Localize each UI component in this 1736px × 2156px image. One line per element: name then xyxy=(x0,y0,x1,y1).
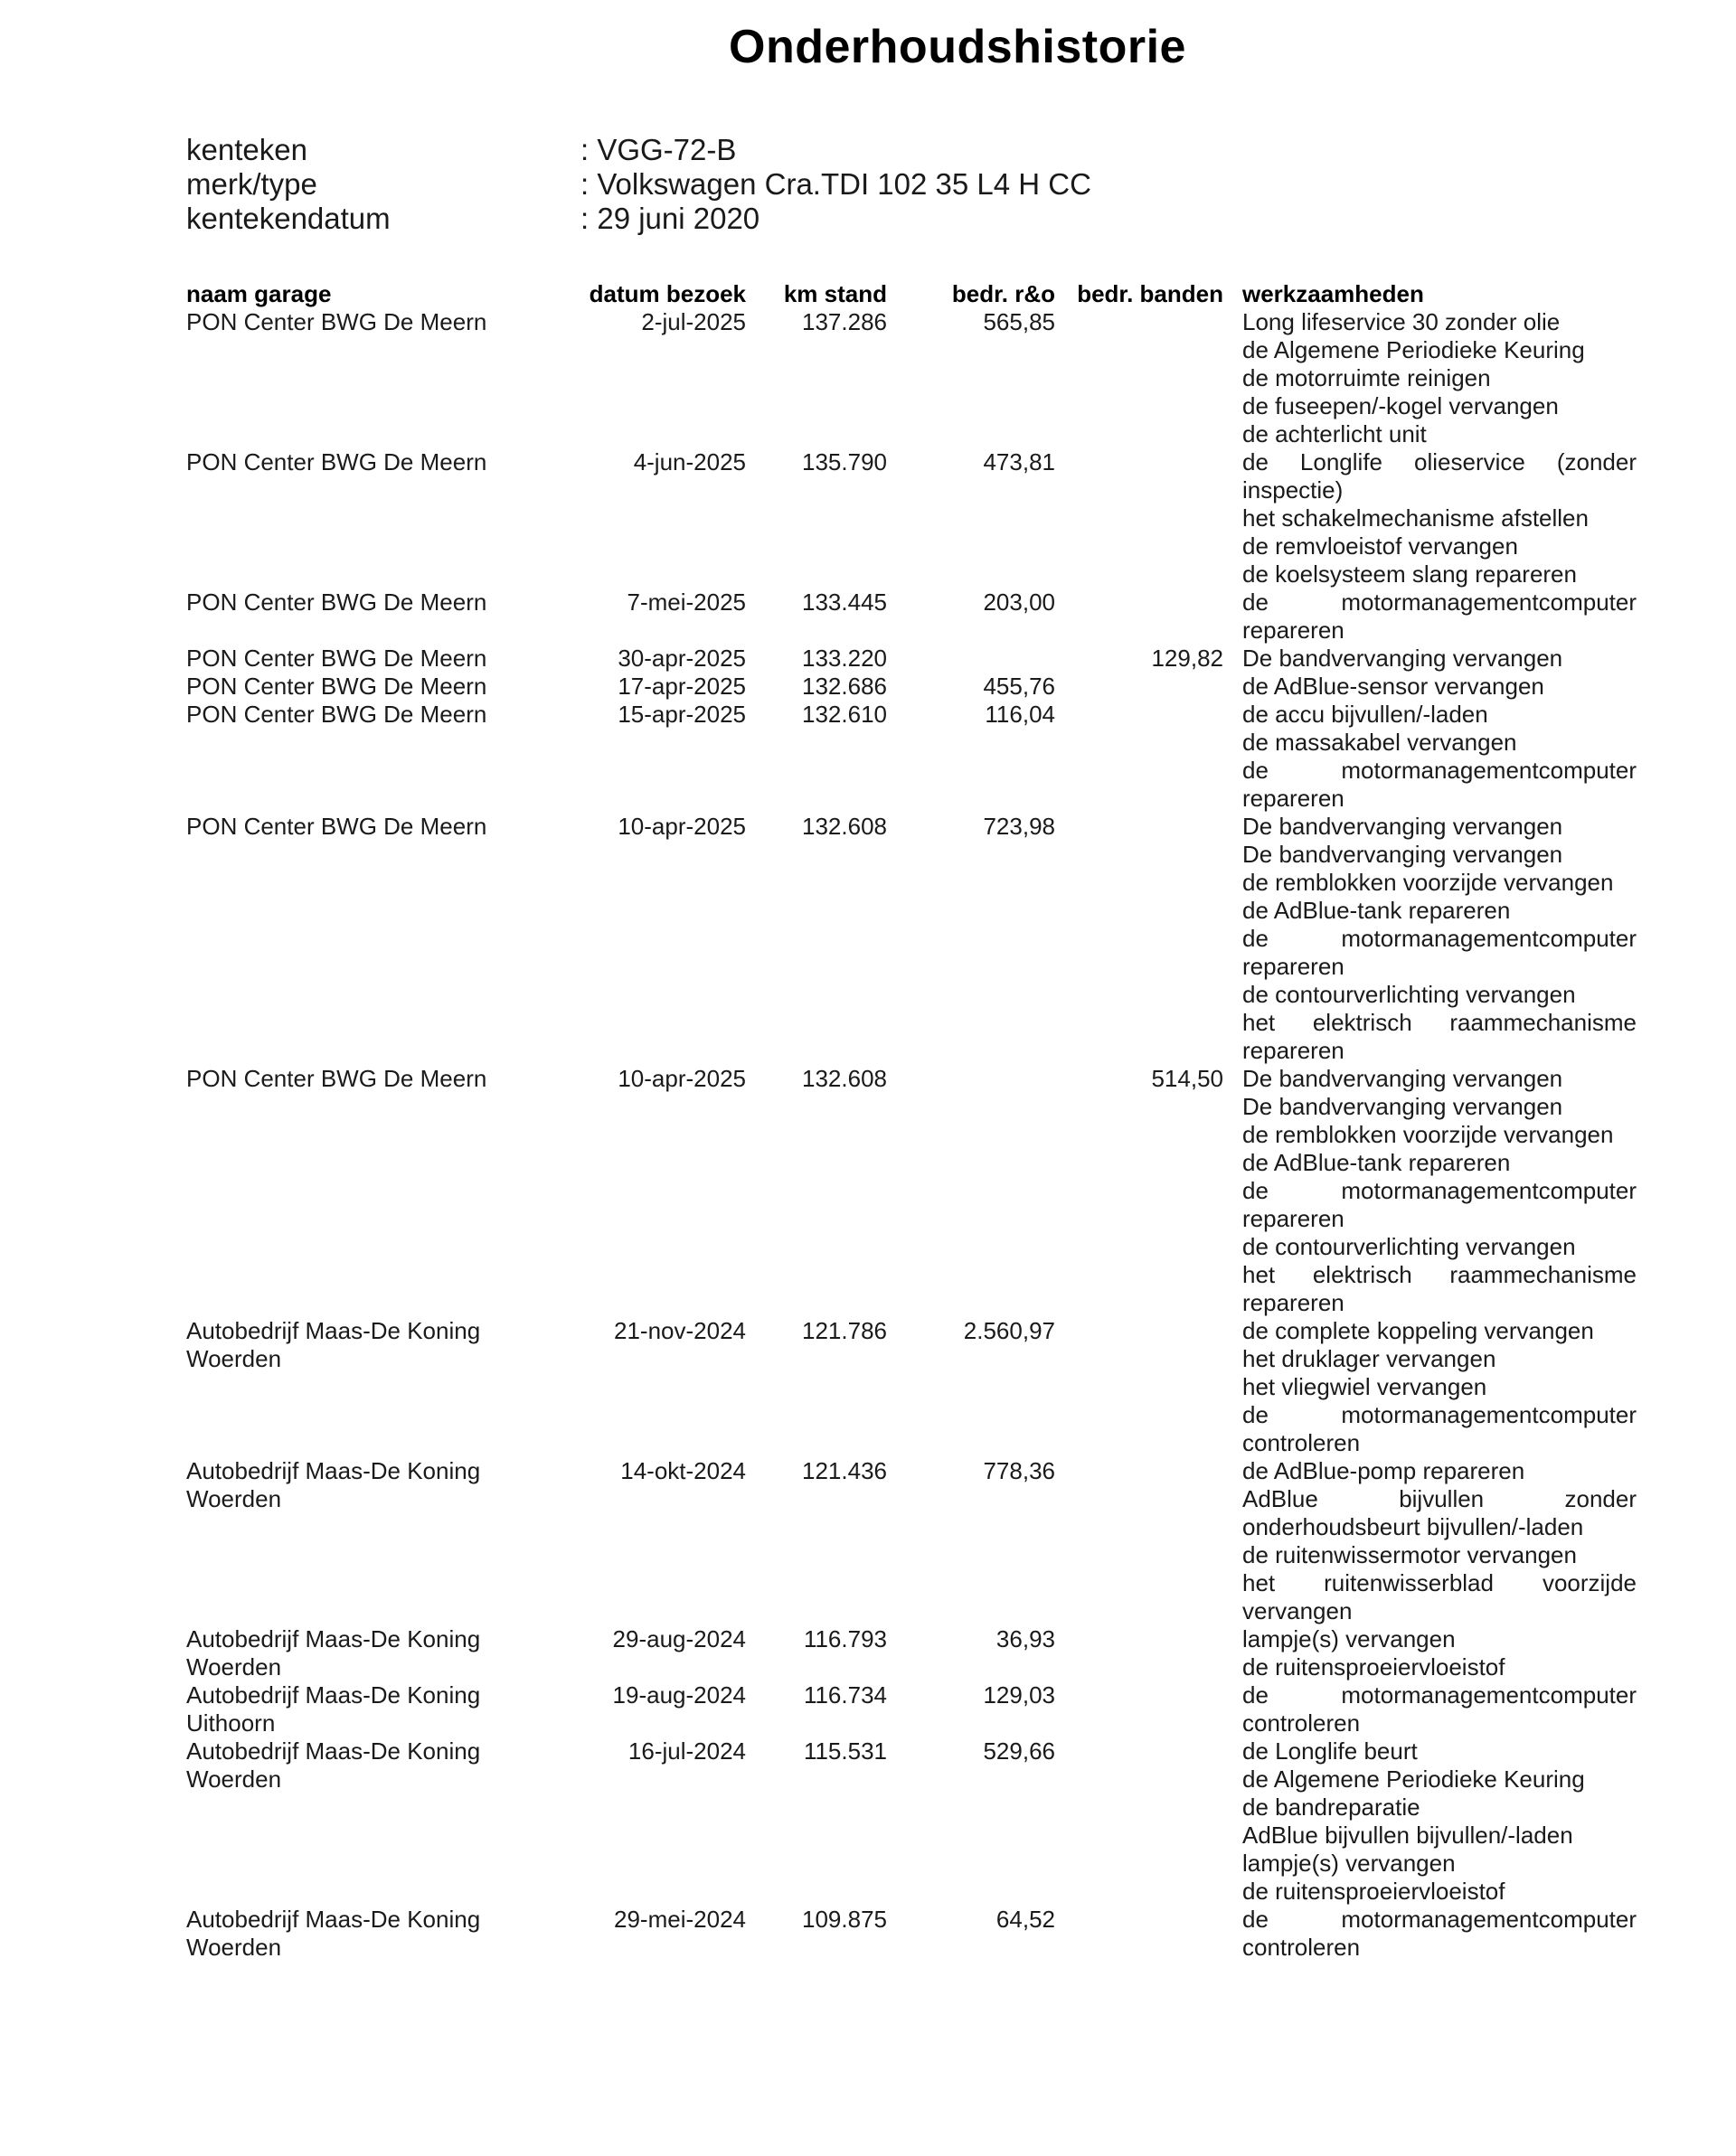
cell-ro: 129,03 xyxy=(983,1681,1055,1709)
table-header xyxy=(186,280,1642,308)
cell-km: 132.608 xyxy=(802,1065,887,1092)
work-item: de ruitensproeiervloeistof xyxy=(1242,1878,1505,1905)
cell-date: 7-mei-2025 xyxy=(627,588,746,616)
cell-km: 116.793 xyxy=(803,1625,887,1652)
cell-date: 17-apr-2025 xyxy=(618,673,746,700)
cell-km: 121.786 xyxy=(802,1317,887,1344)
cell-work xyxy=(1242,1906,1637,1962)
cell-garage: PON Center BWG De Meern xyxy=(186,308,487,335)
cell-ro: 203,00 xyxy=(983,588,1055,616)
work-item: de motorruimte reinigen xyxy=(1242,364,1491,391)
work-item: de motormanagementcomputer controleren xyxy=(1242,1401,1637,1456)
table-row xyxy=(186,308,1642,448)
cell-date: 4-jun-2025 xyxy=(633,448,746,475)
work-item: de remvloeistof vervangen xyxy=(1242,532,1518,560)
work-item: het elektrisch raammechanisme repareren xyxy=(1242,1009,1637,1064)
cell-ro: 116,04 xyxy=(985,701,1055,728)
work-item: lampje(s) vervangen xyxy=(1242,1850,1456,1877)
cell-date: 30-apr-2025 xyxy=(618,645,746,672)
cell-date: 10-apr-2025 xyxy=(618,1065,746,1092)
work-item: de motormanagementcomputer repareren xyxy=(1242,1177,1637,1232)
cell-work xyxy=(1242,1317,1637,1457)
work-item: de remblokken voorzijde vervangen xyxy=(1242,869,1614,896)
cell-work xyxy=(1242,645,1637,673)
work-item: De bandvervanging vervangen xyxy=(1242,1065,1563,1092)
cell-km: 115.531 xyxy=(803,1737,887,1765)
cell-date: 16-jul-2024 xyxy=(627,1737,746,1765)
work-item: de motormanagementcomputer controleren xyxy=(1242,1681,1637,1737)
work-item: de Algemene Periodieke Keuring xyxy=(1242,1765,1585,1793)
work-item: de fuseepen/-kogel vervangen xyxy=(1242,392,1559,419)
vehicle-info xyxy=(186,133,1091,236)
cell-date: 15-apr-2025 xyxy=(618,701,746,728)
table-row xyxy=(186,701,1642,813)
cell-km: 116.734 xyxy=(803,1681,887,1709)
work-item: de motormanagementcomputer controleren xyxy=(1242,1906,1637,1961)
work-item: het elektrisch raammechanisme repareren xyxy=(1242,1261,1637,1316)
work-item: de motormanagementcomputer repareren xyxy=(1242,757,1637,812)
cell-ro: 2.560,97 xyxy=(963,1317,1055,1344)
table-row xyxy=(186,1906,1642,1962)
header-date: datum bezoek xyxy=(589,280,746,307)
cell-work xyxy=(1242,673,1637,701)
cell-garage: Autobedrijf Maas-De Koning Woerden xyxy=(186,1625,481,1681)
work-item: de massakabel vervangen xyxy=(1242,729,1517,756)
work-item: de accu bijvullen/-laden xyxy=(1242,701,1488,728)
cell-km: 133.220 xyxy=(802,645,887,672)
work-item: de motormanagementcomputer repareren xyxy=(1242,925,1637,980)
cell-garage: PON Center BWG De Meern xyxy=(186,645,487,672)
work-item: De bandvervanging vervangen xyxy=(1242,841,1563,868)
work-item: de AdBlue-sensor vervangen xyxy=(1242,673,1544,700)
cell-work xyxy=(1242,1737,1637,1906)
cell-date: 14-okt-2024 xyxy=(620,1457,746,1484)
cell-garage: PON Center BWG De Meern xyxy=(186,588,487,616)
work-item: de AdBlue-tank repareren xyxy=(1242,1149,1511,1176)
cell-ro: 723,98 xyxy=(983,813,1055,840)
cell-ro: 36,93 xyxy=(995,1625,1055,1652)
cell-work xyxy=(1242,701,1637,813)
cell-date: 29-aug-2024 xyxy=(612,1625,746,1652)
cell-ro: 64,52 xyxy=(995,1906,1055,1933)
cell-km: 135.790 xyxy=(802,448,887,475)
work-item: de Algemene Periodieke Keuring xyxy=(1242,336,1585,363)
work-item: de achterlicht unit xyxy=(1242,420,1427,447)
work-item: de AdBlue-pomp repareren xyxy=(1242,1457,1525,1484)
work-item: de Longlife olieservice (zonder inspectie) xyxy=(1242,448,1637,504)
vehicle-info-row xyxy=(186,202,1091,236)
cell-garage: Autobedrijf Maas-De Koning Uithoorn xyxy=(186,1681,481,1737)
cell-garage: PON Center BWG De Meern xyxy=(186,673,487,700)
cell-km: 109.875 xyxy=(802,1906,887,1933)
maintenance-table xyxy=(186,280,1642,1962)
cell-km: 132.610 xyxy=(802,701,887,728)
cell-ro: 529,66 xyxy=(983,1737,1055,1765)
cell-km: 133.445 xyxy=(802,588,887,616)
header-ro: bedr. r&o xyxy=(951,280,1055,307)
table-row xyxy=(186,1625,1642,1681)
cell-ro: 565,85 xyxy=(983,308,1055,335)
cell-ro: 778,36 xyxy=(983,1457,1055,1484)
cell-garage: Autobedrijf Maas-De Koning Woerden xyxy=(186,1737,481,1793)
work-item: AdBlue bijvullen zonder onderhoudsbeurt bijvullen/-laden xyxy=(1242,1485,1637,1540)
header-garage: naam garage xyxy=(186,280,332,307)
work-item: de remblokken voorzijde vervangen xyxy=(1242,1121,1614,1148)
header-banden: bedr. banden xyxy=(1077,280,1223,307)
work-item: het schakelmechanisme afstellen xyxy=(1242,504,1589,532)
cell-ro: 455,76 xyxy=(983,673,1055,700)
table-body xyxy=(186,308,1642,1962)
table-row xyxy=(186,448,1642,588)
work-item: de contourverlichting vervangen xyxy=(1242,981,1576,1008)
work-item: De bandvervanging vervangen xyxy=(1242,813,1563,840)
cell-ro: 473,81 xyxy=(983,448,1055,475)
header-km: km stand xyxy=(783,280,887,307)
cell-garage: Autobedrijf Maas-De Koning Woerden xyxy=(186,1457,481,1512)
vehicle-info-label: kenteken xyxy=(186,133,307,166)
cell-km: 121.436 xyxy=(802,1457,887,1484)
work-item: de motormanagementcomputer repareren xyxy=(1242,588,1637,644)
cell-km: 132.686 xyxy=(802,673,887,700)
cell-work xyxy=(1242,1065,1637,1317)
work-item: de ruitenwissermotor vervangen xyxy=(1242,1541,1577,1568)
cell-garage: PON Center BWG De Meern xyxy=(186,448,487,475)
work-item: de koelsysteem slang repareren xyxy=(1242,560,1577,588)
work-item: de ruitensproeiervloeistof xyxy=(1242,1653,1505,1681)
table-row xyxy=(186,1737,1642,1906)
table-row xyxy=(186,1065,1642,1317)
work-item: het ruitenwisserblad voorzijde vervangen xyxy=(1242,1569,1637,1624)
vehicle-info-row xyxy=(186,167,1091,202)
work-item: het druklager vervangen xyxy=(1242,1345,1496,1372)
cell-work xyxy=(1242,813,1637,1065)
cell-km: 132.608 xyxy=(802,813,887,840)
cell-date: 21-nov-2024 xyxy=(614,1317,746,1344)
cell-garage: PON Center BWG De Meern xyxy=(186,813,487,840)
cell-work xyxy=(1242,448,1637,588)
work-item: lampje(s) vervangen xyxy=(1242,1625,1456,1652)
cell-work xyxy=(1242,1681,1637,1737)
work-item: de bandreparatie xyxy=(1242,1794,1420,1821)
page-title: Onderhoudshistorie xyxy=(729,21,1186,73)
cell-km: 137.286 xyxy=(802,308,887,335)
vehicle-info-value: : VGG-72-B xyxy=(580,133,737,166)
cell-work xyxy=(1242,1457,1637,1625)
vehicle-info-label: kentekendatum xyxy=(186,202,391,235)
table-row xyxy=(186,813,1642,1065)
work-item: de AdBlue-tank repareren xyxy=(1242,897,1511,924)
cell-banden: 514,50 xyxy=(1151,1065,1223,1092)
work-item: de complete koppeling vervangen xyxy=(1242,1317,1594,1344)
work-item: het vliegwiel vervangen xyxy=(1242,1373,1487,1400)
work-item: Long lifeservice 30 zonder olie xyxy=(1242,308,1561,335)
cell-garage: PON Center BWG De Meern xyxy=(186,1065,487,1092)
table-row xyxy=(186,1681,1642,1737)
work-item: AdBlue bijvullen bijvullen/-laden xyxy=(1242,1822,1573,1849)
vehicle-info-row xyxy=(186,133,1091,167)
vehicle-info-label: merk/type xyxy=(186,167,317,201)
header-work: werkzaamheden xyxy=(1242,280,1424,307)
cell-work xyxy=(1242,308,1637,448)
table-row xyxy=(186,1317,1642,1457)
table-row xyxy=(186,673,1642,701)
cell-work xyxy=(1242,588,1637,645)
cell-date: 29-mei-2024 xyxy=(614,1906,746,1933)
cell-banden: 129,82 xyxy=(1151,645,1223,672)
cell-garage: PON Center BWG De Meern xyxy=(186,701,487,728)
work-item: De bandvervanging vervangen xyxy=(1242,645,1563,672)
table-row xyxy=(186,1457,1642,1625)
table-row xyxy=(186,645,1642,673)
cell-work xyxy=(1242,1625,1637,1681)
cell-date: 2-jul-2025 xyxy=(641,308,746,335)
vehicle-info-value: : Volkswagen Cra.TDI 102 35 L4 H CC xyxy=(580,167,1091,201)
cell-garage: Autobedrijf Maas-De Koning Woerden xyxy=(186,1317,481,1372)
vehicle-info-value: : 29 juni 2020 xyxy=(580,202,760,235)
cell-date: 10-apr-2025 xyxy=(618,813,746,840)
cell-garage: Autobedrijf Maas-De Koning Woerden xyxy=(186,1906,481,1961)
work-item: De bandvervanging vervangen xyxy=(1242,1093,1563,1120)
cell-date: 19-aug-2024 xyxy=(612,1681,746,1709)
work-item: de Longlife beurt xyxy=(1242,1737,1418,1765)
table-row xyxy=(186,588,1642,645)
work-item: de contourverlichting vervangen xyxy=(1242,1233,1576,1260)
